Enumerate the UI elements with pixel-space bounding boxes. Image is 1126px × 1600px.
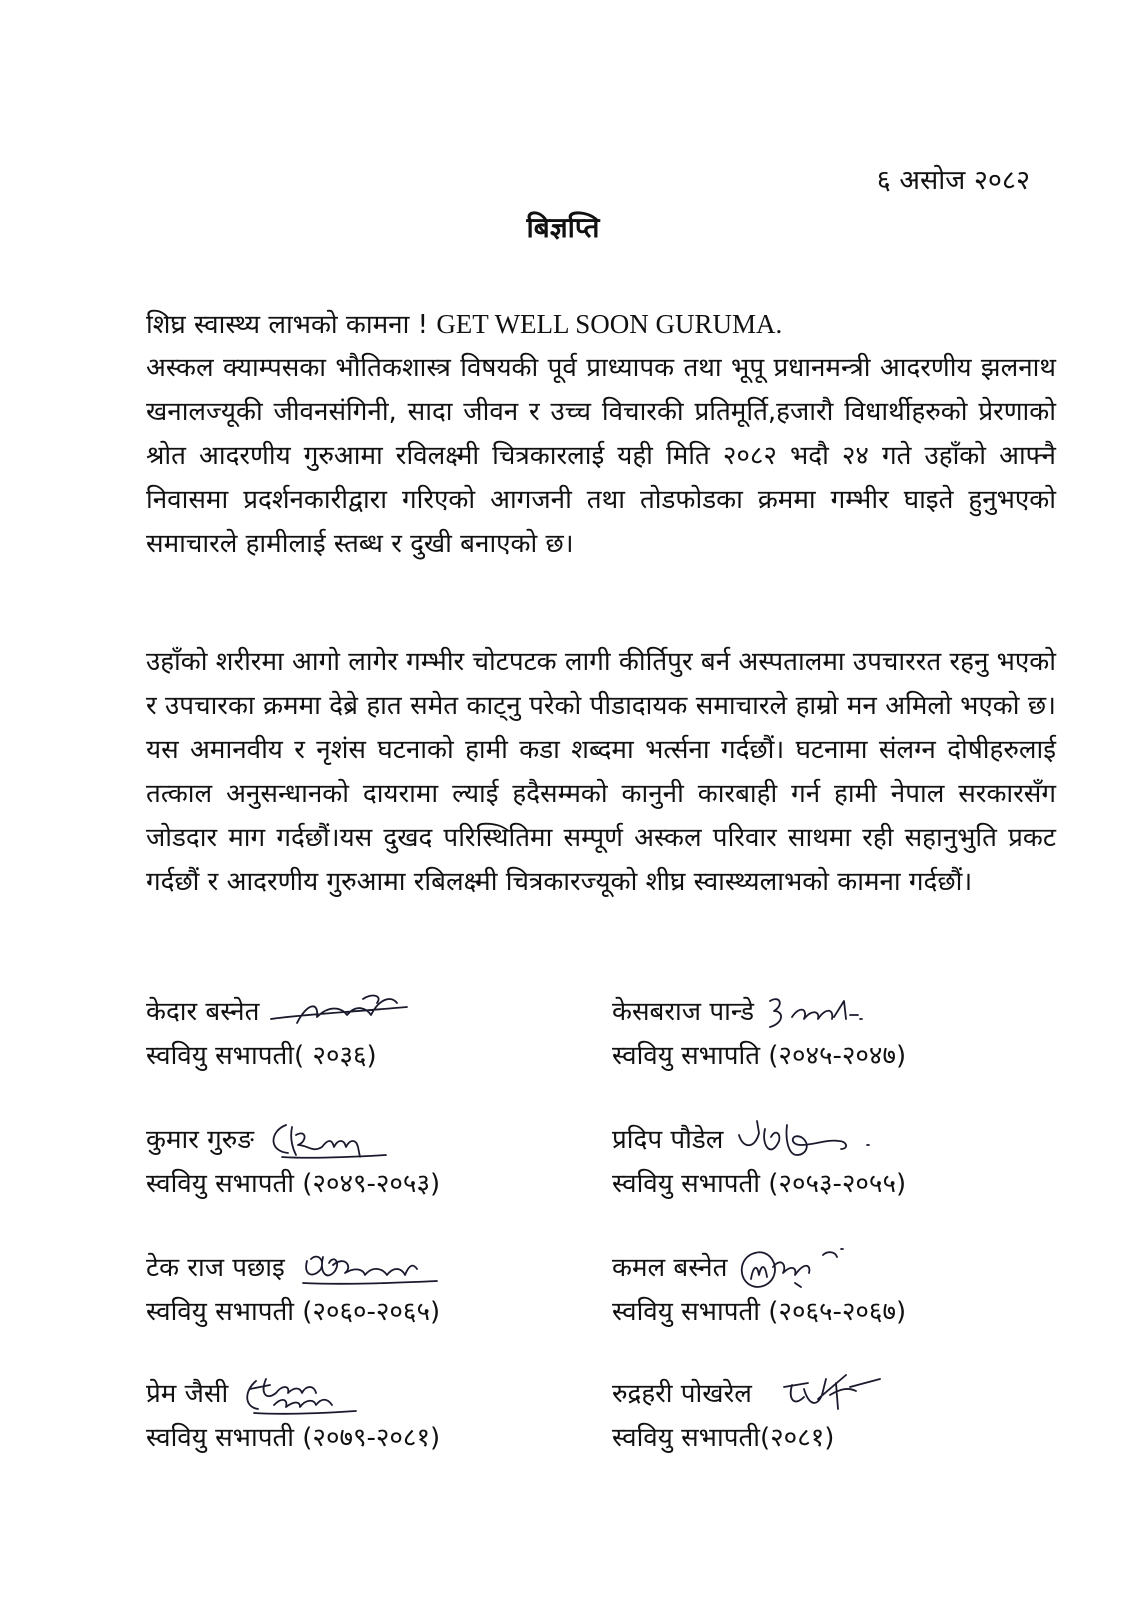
signatory-block (146, 990, 417, 1078)
signatory-name: प्रदिप पौडेल (612, 1125, 724, 1155)
signatory-role: स्ववियु सभापती (२०७९-२०८१) (146, 1423, 441, 1453)
signatory-name: कमल बस्नेत (612, 1253, 728, 1283)
signature-mark (236, 1371, 376, 1417)
release-date: ६ असोज २०८२ (876, 165, 1030, 196)
signatory-name: टेक राज पछाइ (146, 1253, 285, 1283)
signature-mark (762, 989, 872, 1035)
paragraph-1: अस्कल क्याम्पसका भौतिकशास्त्र विषयकी पूर्व प्राध्यापक तथा भूपू प्रधानमन्त्री आदरणीय झलनाथ खनालज्यूकी जीवनसंगिनी, सादा जीवन र उच्च विचारकी प्रतिमूर्ति,हजारौ विधार्थीहरुको प्रेरणाको श्रोत आदरणीय गुरुआमा रविलक्ष्मी चित्रकारलाई यही मिति २०८२ भदौ २४ गते उहाँको आफ्नै निवासमा प्रदर्शनकारीद्वारा गरिएको आगजनी तथा तोडफोडका क्रममा गम्भीर घाइते हुनुभएको समाचारले हामीलाई स्तब्ध र दुखी बनाएको छ। (146, 353, 1056, 559)
greeting-line (146, 302, 1056, 347)
signatory-role: स्ववियु सभापती (२०६०-२०६५) (146, 1297, 441, 1327)
greeting-english: GET WELL SOON GURUMA. (436, 309, 783, 339)
signature-mark (262, 1117, 392, 1163)
signatory-block (612, 990, 906, 1078)
signatory-block (146, 1246, 443, 1334)
signatory-role: स्ववियु सभापती(२०८१) (612, 1423, 835, 1453)
signatory-role: स्ववियु सभापती (२०५३-२०५५) (612, 1169, 907, 1199)
signature-mark (760, 1369, 890, 1419)
signatory-block (146, 1372, 440, 1460)
signature-mark (293, 1245, 443, 1291)
signatory-name: प्रेम जैसी (146, 1379, 229, 1409)
signatory-role: स्ववियु सभापती( २०३६) (146, 1041, 377, 1071)
signatory-name: केदार बस्नेत (146, 997, 260, 1027)
signature-mark (735, 1243, 875, 1293)
paragraph-2: उहाँको शरीरमा आगो लागेर गम्भीर चोटपटक लागी कीर्तिपुर बर्न अस्पतालमा उपचाररत रहनु भएको र उपचारका क्रममा देब्रे हात समेत काट्नु परेको पीडादायक समाचारले हाम्रो मन अमिलो भएको छ।यस अमानवीय र नृशंस घटनाको हामी कडा शब्दमा भर्त्सना गर्दछौं। घटनामा संलग्न दोषीहरुलाई तत्काल अनुसन्धानको दायरामा ल्याई हदैसम्मको कानुनी कारबाही गर्न हामी नेपाल सरकारसँग जोडदार माग गर्दछौं।यस दुखद परिस्थितिमा सम्पूर्ण अस्कल परिवार साथमा रही सहानुभुति प्रकट गर्दछौं र आदरणीय गुरुआमा रबिलक्ष्मी चित्रकारज्यूको शीघ्र स्वास्थ्यलाभको कामना गर्दछौं। (146, 647, 1056, 897)
signatory-role: स्ववियु सभापति (२०४५-२०४७) (612, 1041, 907, 1071)
signatory-name: कुमार गुरुङ (146, 1125, 254, 1155)
signatory-role: स्ववियु सभापती (२०४९-२०५३) (146, 1169, 441, 1199)
signature-mark (731, 1115, 881, 1165)
signatory-block (612, 1118, 906, 1206)
signatory-role: स्ववियु सभापती (२०६५-२०६७) (612, 1297, 907, 1327)
signatory-name: रुद्रहरी पोखरेल (612, 1379, 752, 1409)
signatory-block (612, 1246, 906, 1334)
signature-mark (267, 989, 417, 1035)
signatory-name: केसबराज पान्डे (612, 997, 755, 1027)
document-title: बिज्ञप्ति (526, 211, 600, 244)
greeting-nepali: शिघ्र स्वास्थ्य लाभको कामना ! (146, 310, 429, 340)
signatory-block (612, 1372, 890, 1460)
signatory-block (146, 1118, 440, 1206)
